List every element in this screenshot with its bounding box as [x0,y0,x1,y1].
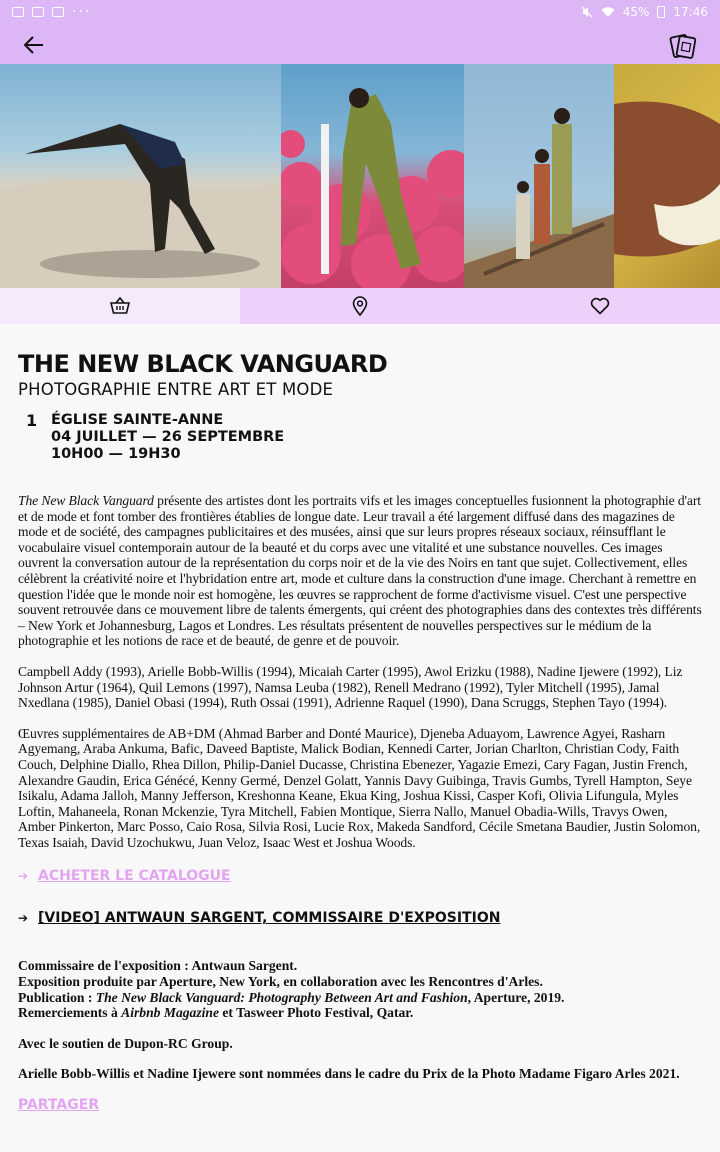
wifi-icon [601,6,615,18]
thanks-title: Airbnb Magazine [121,1005,219,1021]
tab-tickets[interactable] [0,288,240,324]
battery-level: 45% [622,5,650,19]
event-info [18,412,702,463]
publication-rest: , Aperture, 2019. [467,989,565,1005]
app-bar [0,24,720,64]
map-pin-icon [352,296,368,316]
description-text: présente des artistes dont les portraits vifs et les images conceptuelles fusionnent la photographie d'art et de mode et font tomber des frontières établies de longue date. Leur travail a été largement diffusé dans des magazines de mode et de société, des campagnes publicitaires et des musées, ainsi que sur leurs propres réseaux sociaux, réinsufflant le vocabulaire visuel contemporain autour de la beauté et du corps avec une vitalité et une substance nouvelles. Ces images ouvrent la conversation autour de la représentation du corps noir et de la vie des Noirs en tant que sujet. Collectivement, elles célèbrent la créativité noire et l'hybridation entre art, mode et culture dans la construction d'une image. Cherchant à remettre en question l'idée que le monde noir est homogène, les œuvres se rapprochent de forme d'activisme visuel. C'est une perspective souvent retrouvée dans ce mouvement libre de talents émergents, qui créent des photographies dans des contextes très différents – New York et Johannesburg, Lagos et Londres. Les résultats présentent de nouvelles perspectives sur le médium de la photographie et les notions de race et de beauté, de genre et de pouvoir. [18,493,702,649]
tab-favorite[interactable] [480,288,720,324]
catalogue-link-row[interactable] [18,868,702,884]
action-tabs [0,288,720,324]
event-hours: 10H00 — 19H30 [51,446,181,462]
status-right [581,5,708,19]
venue-number: 1 [26,411,38,430]
share-link[interactable]: PARTAGER [18,1097,100,1114]
mail-notification-icon [52,7,64,17]
page-subtitle: PHOTOGRAPHIE ENTRE ART ET MODE [18,380,334,399]
arrow-right-icon: ➔ [18,869,29,884]
ticket-button[interactable] [668,31,698,61]
hero-photo-boat [464,64,614,288]
arrow-right-icon: ➔ [18,911,29,926]
ticket-icon [668,31,698,61]
description-paragraph [18,493,702,649]
mute-icon [581,6,593,18]
publication-label: Publication : [18,989,96,1005]
publication-title: The New Black Vanguard: Photography Between Art and Fashion [95,989,468,1005]
clock: 17:46 [673,5,708,19]
hero-photo-flowers [281,64,464,288]
video-link[interactable]: [VIDEO] ANTWAUN SARGENT, COMMISSAIRE D'EXPOSITION [38,910,501,927]
heart-icon [590,297,610,315]
gallery-notification-icon [12,7,24,17]
page-title: THE NEW BLACK VANGUARD [18,350,388,378]
venue-name: ÉGLISE SAINTE-ANNE [51,412,224,428]
basket-icon [110,297,130,315]
hero-gallery[interactable] [0,64,720,288]
thanks-credit [18,1005,702,1021]
production-credit: Exposition produite par Aperture, New York, en collaboration avec les Rencontres d'Arles. [18,974,543,990]
tab-map[interactable] [240,288,480,324]
support-note: Avec le soutien de Dupon-RC Group. [18,1035,233,1051]
thanks-label: Remerciements à [18,1005,122,1021]
prix-note: Arielle Bobb-Willis et Nadine Ijewere sont nommées dans le cadre du Prix de la Photo Madame Figaro Arles 2021. [18,1066,680,1082]
exhibition-content [18,324,702,1113]
additional-works-list: Œuvres supplémentaires de AB+DM (Ahmad Barber and Donté Maurice), Djeneba Aduayom, Lawrence Agyei, Rasharn Agyemang, Araba Ankuma, Bafic, Daveed Baptiste, Malick Bodian, Kennedi Carter, Jorian Charlton, Christian Cody, Faith Couch, Delphine Diallo, Rhea Dillon, Philip-Daniel Ducasse, Christina Ebenezer, Yagazie Emezi, Cary Fagan, Justin French, Alexandre Gaudin, Erica Génécé, Kenny Germé, Denzel Golatt, Yannis Davy Guibinga, Travis Gumbs, Tyrell Hampton, Seye Isikalu, Adama Jalloh, Manny Jefferson, Kreshonna Keane, Ekua King, Joshua Kissi, Casper Kofi, Olivia Lifungula, Myles Loftin, Mahaneela, Ronan Mckenzie, Tyra Mitchell, Fabien Montique, Sierra Nallo, Manuel Obadia-Wills, Travys Owen, Amber Pinkerton, Marc Posso, Caio Rosa, Silvia Rosi, Lucie Rox, Makeda Sandford, Cécile Smetana Baudier, Justin Solomon, Texas Isaiah, David Uzochukwu, Juan Veloz, Isaac West et Joshua Woods. [18,725,701,850]
curator-credit: Commissaire de l'exposition : Antwaun Sargent. [18,958,298,974]
status-bar [0,0,720,24]
more-notifications-icon: ··· [72,4,92,20]
hero-photo-beach [0,64,281,288]
video-link-row[interactable] [18,910,702,926]
artists-list: Campbell Addy (1993), Arielle Bobb-Willis (1994), Micaiah Carter (1995), Awol Erizku (1988), Nadine Ijewere (1992), Liz Johnson Artur (1964), Quil Lemons (1997), Namsa Leuba (1982), Renell Medrano (1992), Tyler Mitchell (1995), Jamal Nxedlana (1985), Daniel Obasi (1994), Ruth Ossai (1991), Adrienne Raquel (1990), Dana Scruggs, Stephen Tayo (1994). [18,663,683,711]
buy-catalogue-link[interactable]: ACHETER LE CATALOGUE [38,868,231,885]
back-button[interactable] [20,32,48,58]
cloud-notification-icon [32,7,44,17]
status-left [12,4,92,20]
credits [18,958,702,1020]
thanks-rest: et Tasweer Photo Festival, Qatar. [219,1005,414,1021]
battery-icon [657,6,665,18]
publication-credit [18,990,702,1006]
arrow-left-icon [24,36,44,54]
hero-photo-yellow [614,64,720,288]
event-dates: 04 JUILLET — 26 SEPTEMBRE [51,429,285,445]
description-title: The New Black Vanguard [18,493,154,508]
